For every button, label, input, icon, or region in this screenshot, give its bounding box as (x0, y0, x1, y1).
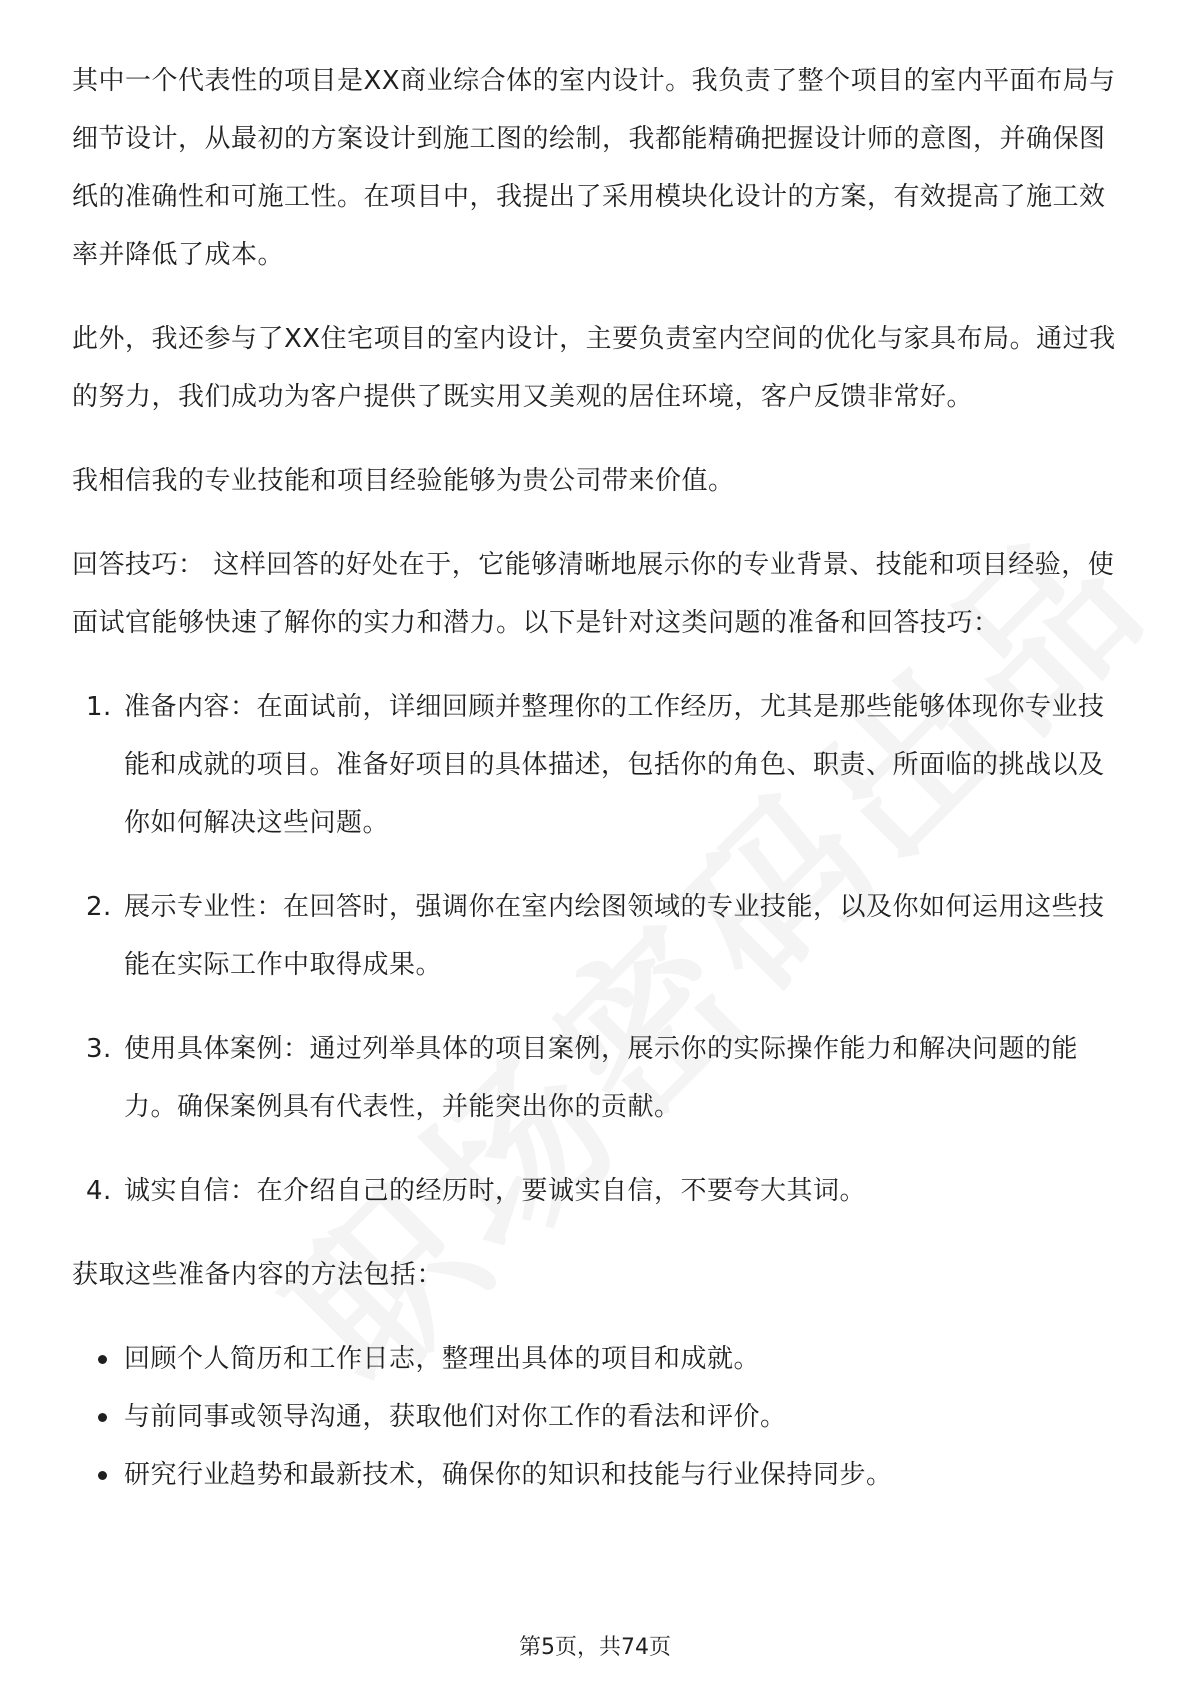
list-item (72, 1020, 1122, 1136)
numbered-list (72, 678, 1122, 1220)
list-number: 2. (86, 892, 112, 922)
bullet-dot-icon (98, 1413, 107, 1422)
list-number: 3. (86, 1034, 112, 1064)
list-item-text: 诚实自信：在介绍自己的经历时，要诚实自信，不要夸大其词。 (124, 1176, 867, 1206)
paragraph-value-statement: 我相信我的专业技能和项目经验能够为贵公司带来价值。 (72, 466, 735, 496)
bullet-item (72, 1330, 1122, 1388)
bullet-dot-icon (98, 1471, 107, 1480)
list-item-text: 准备内容：在面试前，详细回顾并整理你的工作经历，尤其是那些能够体现你专业技能和成就的项目。准备好项目的具体描述，包括你的角色、职责、所面临的挑战以及你如何解决这些问题。 (124, 692, 1105, 838)
bullet-item (72, 1446, 1122, 1504)
page-footer: 第5页，共74页 (519, 1635, 671, 1660)
list-item (72, 1162, 1122, 1220)
bullet-item-text: 与前同事或领导沟通，获取他们对你工作的看法和评价。 (124, 1402, 787, 1432)
list-item-text: 使用具体案例：通过列举具体的项目案例，展示你的实际操作能力和解决问题的能力。确保案例具有代表性，并能突出你的贡献。 (124, 1034, 1079, 1122)
document-body (72, 52, 1122, 1504)
bullet-item-text: 研究行业趋势和最新技术，确保你的知识和技能与行业保持同步。 (124, 1460, 893, 1490)
list-number: 1. (86, 692, 112, 722)
paragraph-project-residential: 此外，我还参与了XX住宅项目的室内设计，主要负责室内空间的优化与家具布局。通过我的努力，我们成功为客户提供了既实用又美观的居住环境，客户反馈非常好。 (72, 324, 1116, 412)
paragraph-answer-tips: 回答技巧： 这样回答的好处在于，它能够清晰地展示你的专业背景、技能和项目经验，使面试官能够快速了解你的实力和潜力。以下是针对这类问题的准备和回答技巧： (72, 550, 1115, 638)
paragraph-methods-intro: 获取这些准备内容的方法包括： (72, 1260, 444, 1290)
bullet-dot-icon (98, 1355, 107, 1364)
paragraph-project-commercial: 其中一个代表性的项目是XX商业综合体的室内设计。我负责了整个项目的室内平面布局与细节设计，从最初的方案设计到施工图的绘制，我都能精确把握设计师的意图，并确保图纸的准确性和可施工性。在项目中，我提出了采用模块化设计的方案，有效提高了施工效率并降低了成本。 (72, 66, 1116, 270)
bullet-item (72, 1388, 1122, 1446)
list-item (72, 678, 1122, 852)
bullet-list (72, 1330, 1122, 1504)
bullet-item-text: 回顾个人简历和工作日志，整理出具体的项目和成就。 (124, 1344, 761, 1374)
list-item-text: 展示专业性：在回答时，强调你在室内绘图领域的专业技能，以及你如何运用这些技能在实际工作中取得成果。 (124, 892, 1105, 980)
list-item (72, 878, 1122, 994)
list-number: 4. (86, 1176, 112, 1206)
